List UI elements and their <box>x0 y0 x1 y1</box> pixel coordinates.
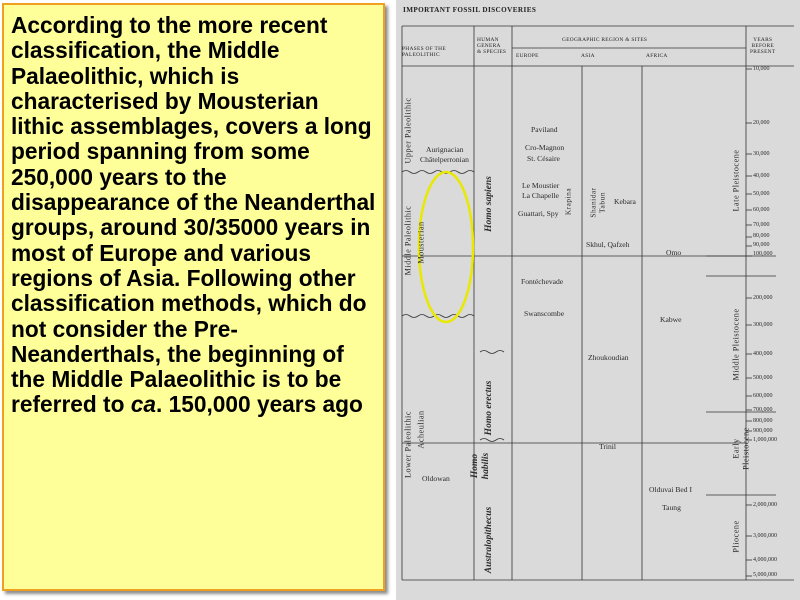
year-label: 40,000 <box>753 173 770 179</box>
site-stcesaire: St. Césaire <box>527 154 560 163</box>
year-label: 300,000 <box>753 322 773 328</box>
year-label: 50,000 <box>753 191 770 197</box>
site-cromagnon: Cro-Magnon <box>525 143 565 152</box>
year-label: 500,000 <box>753 375 773 381</box>
phase-acheulian: Acheulian <box>416 410 426 449</box>
site-trinil: Trinil <box>599 442 617 451</box>
epoch-early-1: Early <box>731 438 741 459</box>
site-olduvai-bed-1: Olduvai Bed I <box>649 485 693 494</box>
year-label: 90,000 <box>753 242 770 248</box>
phase-middle-paleolithic: Middle Paleolithic <box>403 205 413 276</box>
year-label: 20,000 <box>753 120 770 126</box>
site-tabun: Tabun <box>597 192 607 213</box>
epoch-pliocene: Pliocene <box>731 520 741 553</box>
site-omo: Omo <box>666 248 682 257</box>
phase-lower-paleolithic: Lower Paleolithic <box>403 411 413 478</box>
year-label: 100,000 <box>753 251 773 257</box>
species-homo-habilis-1: Homo <box>470 453 480 479</box>
year-label: 70,000 <box>753 222 770 228</box>
wavy-upper-middle <box>402 171 474 174</box>
year-label: 700,000 <box>753 407 773 413</box>
year-label: 10,000 <box>753 66 770 72</box>
explanation-text: According to the more recent classification, the Middle Palaeolithic, which is characterised by Mousterian lithic assemblages, covers a long period spanning from some 250,000 years to the disappearance of the Neanderthal groups, around 30/35000 years in most of Europe and various regions of Asia. Following other classification methods, which do not consider the Pre-Neanderthals, the beginning of the Middle Palaeolithic is to be referred to <box>11 12 376 418</box>
wavy-erectus-top <box>480 351 504 354</box>
site-kabwe: Kabwe <box>660 315 682 324</box>
explanation-italic-ca: ca <box>130 391 157 418</box>
year-label: 400,000 <box>753 351 773 357</box>
epoch-early-2: Pleistocene <box>741 427 751 470</box>
year-label: 60,000 <box>753 207 770 213</box>
phase-aurignacian: Aurignacian <box>426 145 464 154</box>
explanation-text-end: . 150,000 years ago <box>156 391 363 418</box>
header-years: YEARS BEFORE PRESENT <box>750 37 776 55</box>
site-skhul-qafzeh: Skhul, Qafzeh <box>586 240 630 249</box>
explanation-textbox <box>2 3 385 591</box>
year-label: 80,000 <box>753 233 770 239</box>
site-fontechevade: Fontéchevade <box>521 277 564 286</box>
site-taung: Taung <box>662 503 681 512</box>
year-label: 600,000 <box>753 393 773 399</box>
species-homo-habilis-2: habilis <box>481 452 491 480</box>
year-label: 3,000,000 <box>753 533 777 539</box>
site-swanscombe: Swanscombe <box>524 309 565 318</box>
mousterian-highlight-ellipse <box>416 172 473 322</box>
site-kebara: Kebara <box>614 197 636 206</box>
site-zhoukoudian: Zhoukoudian <box>588 353 629 362</box>
header-phases: PHASES OF THE PALEOLITHIC <box>402 46 446 58</box>
year-label: 1,000,000 <box>753 437 777 443</box>
header-europe: EUROPE <box>516 53 539 59</box>
year-label: 5,000,000 <box>753 572 777 578</box>
phase-upper-paleolithic: Upper Paleolithic <box>403 97 413 164</box>
site-paviland: Paviland <box>531 125 558 134</box>
year-label: 800,000 <box>753 418 773 424</box>
header-asia: ASIA <box>581 53 595 59</box>
phase-oldowan: Oldowan <box>422 474 450 483</box>
site-lachapelle: La Chapelle <box>522 191 559 200</box>
site-lemoustier: Le Moustier <box>522 181 560 190</box>
year-label: 200,000 <box>753 295 773 301</box>
epoch-middle-pleistocene: Middle Pleistocene <box>731 308 741 381</box>
header-human: HUMAN GENERA & SPECIES <box>477 37 507 55</box>
year-label: 900,000 <box>753 428 773 434</box>
site-shanidar: Shanidar <box>588 187 598 218</box>
epoch-late-pleistocene: Late Pleistocene <box>731 149 741 212</box>
chart-title: IMPORTANT FOSSIL DISCOVERIES <box>403 6 537 14</box>
year-label: 4,000,000 <box>753 557 777 563</box>
species-homo-erectus: Homo erectus <box>484 380 494 436</box>
species-australopithecus: Australopithecus <box>484 506 494 574</box>
header-geo: GEOGRAPHIC REGION & SITES <box>562 37 648 43</box>
site-guattari-spy: Guattari, Spy <box>518 209 559 218</box>
phase-mousterian: Mousterian <box>416 221 426 264</box>
wavy-middle-lower <box>402 315 474 318</box>
header-africa: AFRICA <box>646 53 668 59</box>
site-krapina: Krapina <box>563 187 573 216</box>
fossil-discoveries-chart <box>396 0 800 600</box>
year-label: 2,000,000 <box>753 502 777 508</box>
species-homo-sapiens: Homo sapiens <box>484 176 494 232</box>
phase-chatelperronian: Châtelperronian <box>420 155 469 164</box>
year-label: 30,000 <box>753 151 770 157</box>
